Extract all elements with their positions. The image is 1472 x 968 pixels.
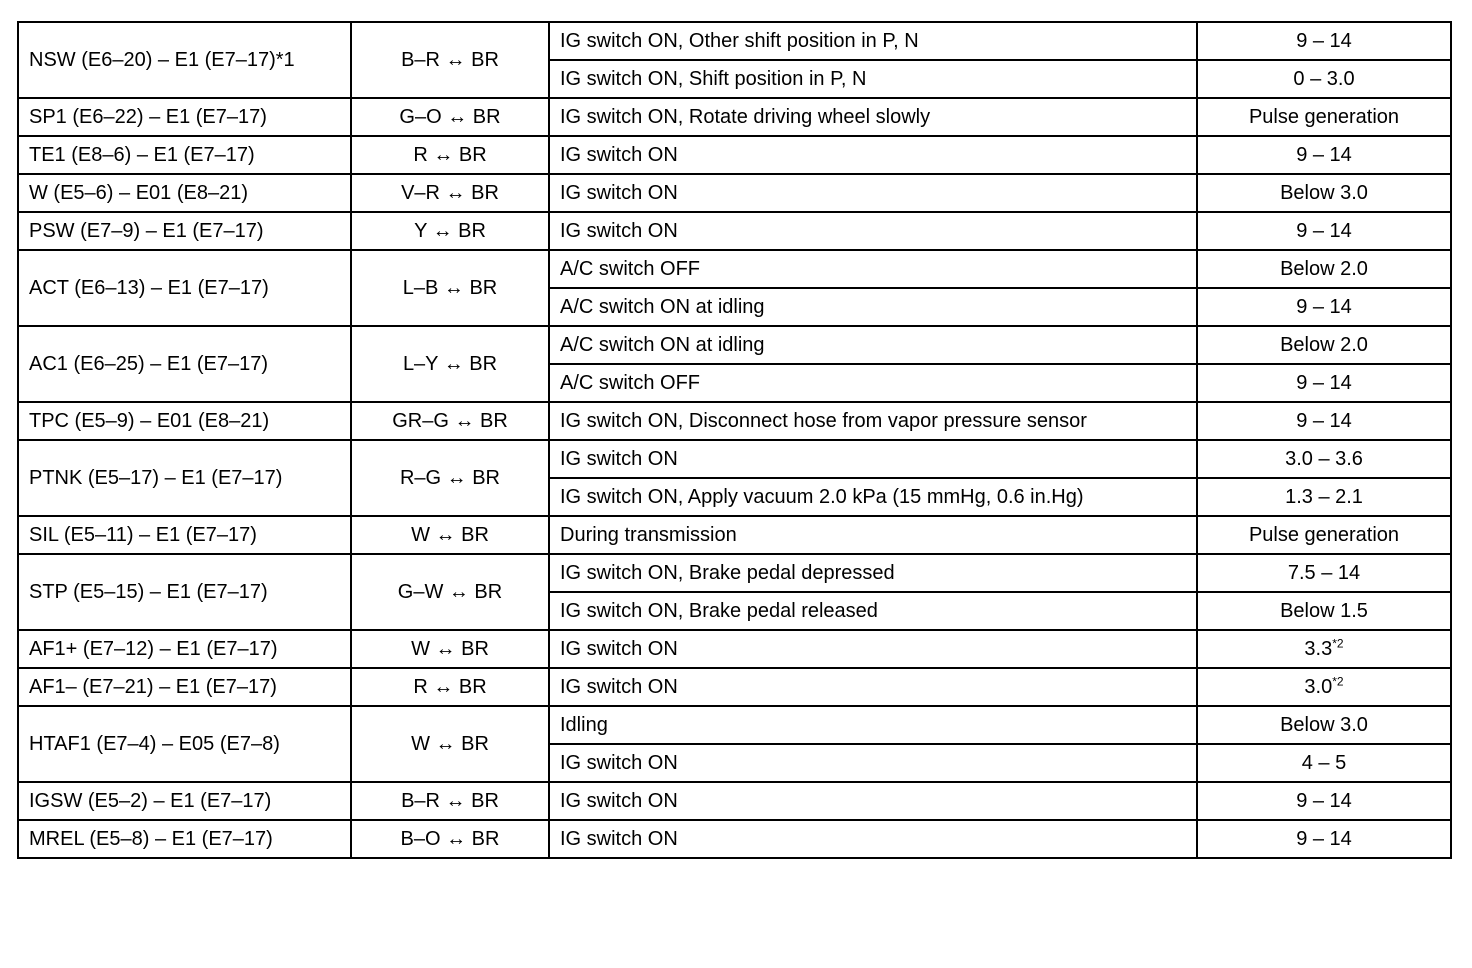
- specified-condition-cell: [1197, 668, 1451, 706]
- table-row: [18, 212, 1451, 250]
- terminal-cell: AF1– (E7–21) – E1 (E7–17): [18, 668, 351, 706]
- condition-cell: IG switch ON, Disconnect hose from vapor pressure sensor: [549, 402, 1197, 440]
- specified-condition-cell: [1197, 250, 1451, 288]
- specified-condition-cell: [1197, 630, 1451, 668]
- table-row: [18, 782, 1451, 820]
- specified-condition-cell: [1197, 288, 1451, 326]
- table-row: [18, 630, 1451, 668]
- wiring-color-cell: B–R ↔ BR: [351, 22, 549, 98]
- specified-condition-cell: [1197, 136, 1451, 174]
- specified-condition-cell: [1197, 820, 1451, 858]
- wiring-color-cell: L–Y ↔ BR: [351, 326, 549, 402]
- condition-cell: IG switch ON: [549, 136, 1197, 174]
- spec-value: 9 – 14: [1296, 220, 1352, 242]
- specified-condition-cell: [1197, 212, 1451, 250]
- specified-condition-cell: [1197, 402, 1451, 440]
- condition-cell: IG switch ON, Brake pedal released: [549, 592, 1197, 630]
- table-row: [18, 668, 1451, 706]
- specified-condition-cell: [1197, 782, 1451, 820]
- specified-condition-cell: [1197, 744, 1451, 782]
- table-row: [18, 440, 1451, 478]
- spec-value: 9 – 14: [1296, 296, 1352, 318]
- condition-cell: IG switch ON, Shift position in P, N: [549, 60, 1197, 98]
- table-body: [18, 22, 1451, 858]
- spec-value: 9 – 14: [1296, 828, 1352, 850]
- table-row: [18, 554, 1451, 592]
- table-row: [18, 820, 1451, 858]
- terminal-cell: AF1+ (E7–12) – E1 (E7–17): [18, 630, 351, 668]
- table-row: [18, 402, 1451, 440]
- specified-condition-cell: [1197, 478, 1451, 516]
- wiring-color-cell: W ↔ BR: [351, 516, 549, 554]
- spec-value: 9 – 14: [1296, 30, 1352, 52]
- wiring-color-cell: R ↔ BR: [351, 668, 549, 706]
- specified-condition-cell: [1197, 174, 1451, 212]
- spec-value: Below 3.0: [1280, 714, 1368, 736]
- condition-cell: IG switch ON: [549, 744, 1197, 782]
- spec-footnote: *2: [1332, 674, 1344, 689]
- spec-value: Below 2.0: [1280, 334, 1368, 356]
- specified-condition-cell: [1197, 98, 1451, 136]
- terminal-cell: TPC (E5–9) – E01 (E8–21): [18, 402, 351, 440]
- spec-value: 3.0 – 3.6: [1285, 448, 1363, 470]
- table-row: [18, 136, 1451, 174]
- spec-value: 9 – 14: [1296, 372, 1352, 394]
- spec-value: 9 – 14: [1296, 410, 1352, 432]
- condition-cell: IG switch ON: [549, 820, 1197, 858]
- wiring-color-cell: G–O ↔ BR: [351, 98, 549, 136]
- ecm-terminal-table: [17, 21, 1452, 859]
- spec-value: Below 2.0: [1280, 258, 1368, 280]
- terminal-cell: W (E5–6) – E01 (E8–21): [18, 174, 351, 212]
- condition-cell: During transmission: [549, 516, 1197, 554]
- condition-cell: IG switch ON, Other shift position in P, N: [549, 22, 1197, 60]
- wiring-color-cell: V–R ↔ BR: [351, 174, 549, 212]
- wiring-color-cell: L–B ↔ BR: [351, 250, 549, 326]
- terminal-cell: MREL (E5–8) – E1 (E7–17): [18, 820, 351, 858]
- condition-cell: IG switch ON: [549, 212, 1197, 250]
- terminal-cell: TE1 (E8–6) – E1 (E7–17): [18, 136, 351, 174]
- terminal-cell: PSW (E7–9) – E1 (E7–17): [18, 212, 351, 250]
- wiring-color-cell: W ↔ BR: [351, 630, 549, 668]
- spec-value: Pulse generation: [1248, 524, 1400, 546]
- terminal-cell: NSW (E6–20) – E1 (E7–17)*1: [18, 22, 351, 98]
- spec-value: 7.5 – 14: [1287, 562, 1361, 584]
- spec-value: 3.3: [1304, 638, 1333, 660]
- table-row: [18, 22, 1451, 60]
- specified-condition-cell: [1197, 440, 1451, 478]
- wiring-color-cell: B–O ↔ BR: [351, 820, 549, 858]
- table-row: [18, 250, 1451, 288]
- spec-value: 4 – 5: [1301, 752, 1347, 774]
- table-row: [18, 326, 1451, 364]
- condition-cell: A/C switch OFF: [549, 250, 1197, 288]
- specified-condition-cell: [1197, 60, 1451, 98]
- wiring-color-cell: GR–G ↔ BR: [351, 402, 549, 440]
- wiring-color-cell: W ↔ BR: [351, 706, 549, 782]
- wiring-color-cell: R ↔ BR: [351, 136, 549, 174]
- wiring-color-cell: B–R ↔ BR: [351, 782, 549, 820]
- wiring-color-cell: G–W ↔ BR: [351, 554, 549, 630]
- table-row: [18, 516, 1451, 554]
- table-row: [18, 174, 1451, 212]
- table-row: [18, 706, 1451, 744]
- spec-value: Pulse generation: [1248, 106, 1400, 128]
- specified-condition-cell: [1197, 554, 1451, 592]
- specified-condition-cell: [1197, 516, 1451, 554]
- condition-cell: IG switch ON, Brake pedal depressed: [549, 554, 1197, 592]
- wiring-color-cell: Y ↔ BR: [351, 212, 549, 250]
- terminal-cell: SIL (E5–11) – E1 (E7–17): [18, 516, 351, 554]
- spec-footnote: *2: [1332, 636, 1344, 651]
- terminal-cell: ACT (E6–13) – E1 (E7–17): [18, 250, 351, 326]
- condition-cell: A/C switch ON at idling: [549, 326, 1197, 364]
- terminal-cell: IGSW (E5–2) – E1 (E7–17): [18, 782, 351, 820]
- condition-cell: A/C switch OFF: [549, 364, 1197, 402]
- condition-cell: IG switch ON: [549, 668, 1197, 706]
- terminal-cell: STP (E5–15) – E1 (E7–17): [18, 554, 351, 630]
- condition-cell: IG switch ON: [549, 440, 1197, 478]
- condition-cell: IG switch ON: [549, 630, 1197, 668]
- spec-value: Below 3.0: [1280, 182, 1368, 204]
- condition-cell: IG switch ON: [549, 782, 1197, 820]
- specified-condition-cell: [1197, 326, 1451, 364]
- terminal-cell: PTNK (E5–17) – E1 (E7–17): [18, 440, 351, 516]
- specified-condition-cell: [1197, 364, 1451, 402]
- spec-value: 3.0: [1304, 676, 1333, 698]
- spec-value: 1.3 – 2.1: [1285, 486, 1363, 508]
- condition-cell: IG switch ON, Rotate driving wheel slowly: [549, 98, 1197, 136]
- terminal-cell: SP1 (E6–22) – E1 (E7–17): [18, 98, 351, 136]
- condition-cell: IG switch ON: [549, 174, 1197, 212]
- spec-value: 9 – 14: [1296, 144, 1352, 166]
- table-row: [18, 98, 1451, 136]
- condition-cell: A/C switch ON at idling: [549, 288, 1197, 326]
- spec-value: 0 – 3.0: [1293, 68, 1355, 90]
- terminal-cell: AC1 (E6–25) – E1 (E7–17): [18, 326, 351, 402]
- condition-cell: IG switch ON, Apply vacuum 2.0 kPa (15 mmHg, 0.6 in.Hg): [549, 478, 1197, 516]
- specified-condition-cell: [1197, 592, 1451, 630]
- spec-value: 9 – 14: [1296, 790, 1352, 812]
- specified-condition-cell: [1197, 706, 1451, 744]
- condition-cell: Idling: [549, 706, 1197, 744]
- wiring-color-cell: R–G ↔ BR: [351, 440, 549, 516]
- spec-value: Below 1.5: [1280, 600, 1368, 622]
- terminal-cell: HTAF1 (E7–4) – E05 (E7–8): [18, 706, 351, 782]
- specified-condition-cell: [1197, 22, 1451, 60]
